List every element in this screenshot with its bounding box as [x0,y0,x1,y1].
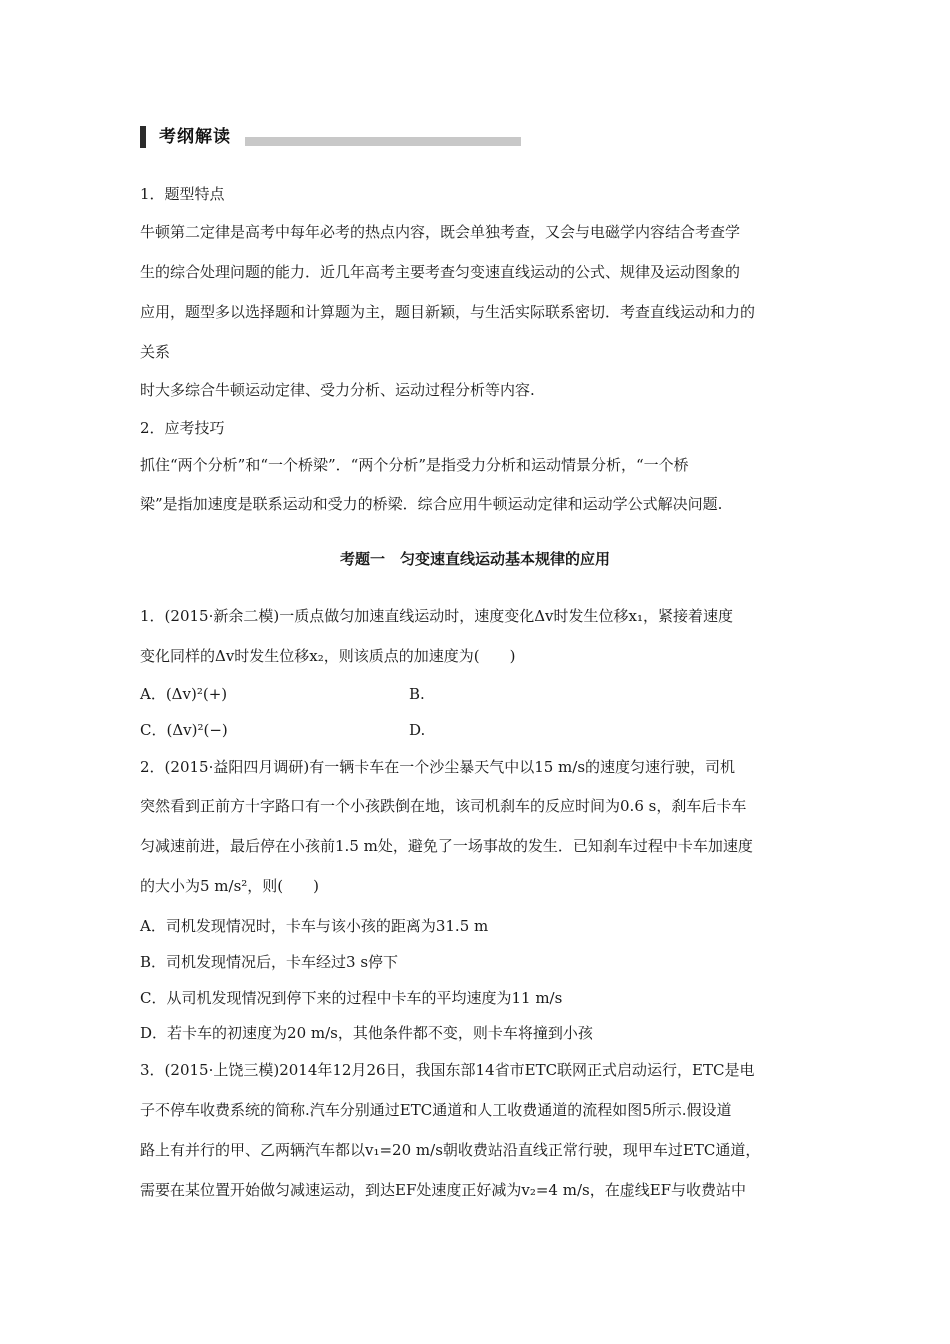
q2-option-d: D．若卡车的初速度为20 m/s，其他条件都不变，则卡车将撞到小孩 [140,1024,593,1042]
question-2-line: 突然看到正前方十字路口有一个小孩跌倒在地，该司机刹车的反应时间为0.6 s，刹车后卡车 [140,797,747,815]
q1-option-d: D. [409,721,426,739]
question-3-line: 3．(2015·上饶三模)2014年12月26日，我国东部14省市ETC联网正式启动运行，ETC是电 [140,1061,755,1079]
question-1-line: 1．(2015·新余二模)一质点做匀加速直线运动时，速度变化Δv时发生位移x₁，紧接着速度 [140,607,733,625]
paragraph-line: 时大多综合牛顿运动定律、受力分析、运动过程分析等内容. [140,381,535,399]
q1-option-a: A．(Δv)²(+) [140,685,228,703]
paragraph-line: 关系 [140,343,171,361]
section-title: 考纲解读 [159,127,231,147]
question-3-line: 子不停车收费系统的简称.汽车分别通过ETC通道和人工收费通道的流程如图5所示.假设道 [140,1101,732,1119]
question-1-line: 变化同样的Δv时发生位移x₂，则该质点的加速度为( ) [140,647,516,665]
question-2-line: 匀减速前进，最后停在小孩前1.5 m处，避免了一场事故的发生．已知刹车过程中卡车加速度 [140,837,753,855]
q1-option-b: B. [409,685,425,703]
question-3-line: 路上有并行的甲、乙两辆汽车都以v₁=20 m/s朝收费站沿直线正常行驶，现甲车过ETC通道， [140,1141,761,1159]
subheading-exam-tips: 2．应考技巧 [140,419,225,437]
paragraph-line: 梁”是指加速度是联系运动和受力的桥梁．综合应用牛顿运动定律和运动学公式解决问题. [140,495,723,513]
header-marker-bar [140,126,146,148]
q2-option-c: C．从司机发现情况到停下来的过程中卡车的平均速度为11 m/s [140,989,563,1007]
paragraph-line: 生的综合处理问题的能力．近几年高考主要考查匀变速直线运动的公式、规律及运动图象的 [140,263,741,281]
question-2-line: 2．(2015·益阳四月调研)有一辆卡车在一个沙尘暴天气中以15 m/s的速度匀速行驶，司机 [140,758,736,776]
question-2-line: 的大小为5 m/s²，则( ) [140,877,320,895]
q2-option-b: B．司机发现情况后，卡车经过3 s停下 [140,953,399,971]
paragraph-line: 抓住“两个分析”和“一个桥梁”．“两个分析”是指受力分析和运动情景分析，“一个桥 [140,456,689,474]
q2-option-a: A．司机发现情况时，卡车与该小孩的距离为31.5 m [140,917,489,935]
question-3-line: 需要在某位置开始做匀减速运动，到达EF处速度正好减为v₂=4 m/s，在虚线EF与收费站中 [140,1181,747,1199]
topic-title: 考题一 匀变速直线运动基本规律的应用 [339,550,610,568]
header-rule [245,137,521,146]
section-header [140,125,530,149]
q1-option-c: C．(Δv)²(−) [140,721,228,739]
paragraph-line: 牛顿第二定律是高考中每年必考的热点内容，既会单独考查，又会与电磁学内容结合考查学 [140,223,741,241]
paragraph-line: 应用，题型多以选择题和计算题为主，题目新颖，与生活实际联系密切．考查直线运动和力的 [140,303,756,321]
subheading-question-type: 1．题型特点 [140,185,225,203]
